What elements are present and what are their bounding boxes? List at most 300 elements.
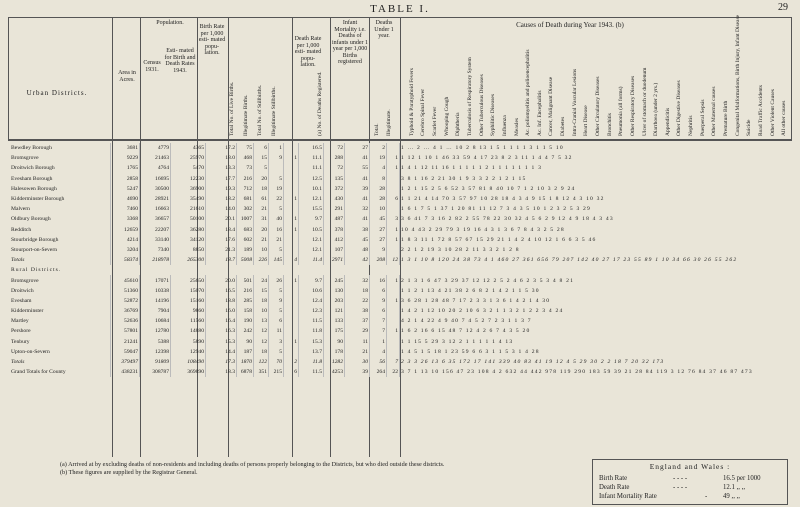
cell-area: 3204 bbox=[111, 245, 140, 255]
cell-br: 18.0 bbox=[206, 153, 237, 163]
cell-dr: 16.5 bbox=[299, 143, 324, 153]
cell-area: 1765 bbox=[111, 163, 140, 173]
cell-isb: 6 bbox=[284, 367, 299, 377]
cell-br: 14.4 bbox=[206, 347, 237, 357]
cell-est: 12940 bbox=[171, 347, 206, 357]
cause-column-heading: Ulcer of stomach or duodenum bbox=[641, 67, 648, 136]
section-heading: Rural Districts. bbox=[11, 267, 62, 274]
cause-column-heading: Heart Disease bbox=[583, 105, 590, 136]
cell-im: 45 bbox=[345, 235, 370, 245]
cause-counts: 1 3 1 10 8 120 24 38 73 4 1 460 27 361 656 79 207 142 40 27 17 23 55 89 1 10 34 66 30 26 55 262 bbox=[400, 255, 783, 265]
death-rate-dashes: - - - - bbox=[673, 484, 688, 491]
cell-d1i bbox=[387, 286, 400, 296]
cell-d1i bbox=[387, 174, 400, 184]
cell-census: 10338 bbox=[140, 286, 171, 296]
cell-d1i bbox=[387, 184, 400, 194]
cell-sb: 5 bbox=[269, 204, 284, 214]
cause-counts: 3 8 1 16 2 21 30 1 9 3 3 2 2 1 2 1 15 bbox=[400, 174, 783, 184]
cause-counts: 3 6 28 1 28 48 7 17 2 3 3 1 3 6 1 4 2 1 4 30 bbox=[400, 296, 783, 306]
birth-rate-dashes: - - - - bbox=[673, 475, 688, 482]
cell-br: 20.0 bbox=[206, 275, 237, 285]
district-name: Droitwich Borough bbox=[11, 165, 55, 172]
cause-column-heading: Other Digestive Diseases bbox=[676, 80, 683, 136]
cell-isb bbox=[284, 296, 299, 306]
cell-ib: 15 bbox=[254, 286, 269, 296]
cell-isb bbox=[284, 286, 299, 296]
cell-lb: 285 bbox=[237, 296, 254, 306]
cell-dreg: 2971 bbox=[324, 255, 345, 265]
cell-sb: 5 bbox=[269, 286, 284, 296]
death-rate-label: Death Rate bbox=[599, 484, 630, 491]
page-number: 29 bbox=[778, 2, 788, 13]
cell-im: 37 bbox=[345, 316, 370, 326]
cause-counts: 1 1 21 4 14 70 3 57 97 10 28 18 4 3 4 9 15 1 8 12 4 3 10 32 bbox=[400, 194, 783, 204]
table-row bbox=[10, 245, 782, 255]
cell-census: 30500 bbox=[140, 184, 171, 194]
cell-lb: 602 bbox=[237, 235, 254, 245]
infant-mortality-value: 49 ,, ,, bbox=[723, 493, 740, 500]
cell-area: 7460 bbox=[111, 204, 140, 214]
cell-sb: 16 bbox=[269, 225, 284, 235]
cell-br: 17.6 bbox=[206, 235, 237, 245]
cell-d1i: 1 bbox=[387, 275, 400, 285]
cell-im: 32 bbox=[345, 275, 370, 285]
cell-sb: 5 bbox=[269, 347, 284, 357]
cell-area: 52636 bbox=[111, 316, 140, 326]
england-wales-heading: England and Wales : bbox=[649, 462, 731, 471]
cell-lb: 683 bbox=[237, 225, 254, 235]
cell-sb: 22 bbox=[269, 194, 284, 204]
cause-column-heading: Other Violent Causes bbox=[769, 89, 776, 136]
cause-counts: 3 7 1 13 10 156 47 23 108 4 2 632 44 442 978 119 290 183 59 39 21 28 84 119 3 12 76 84 37 46 87 473 bbox=[400, 367, 783, 377]
cell-lb: 712 bbox=[237, 184, 254, 194]
cell-im: 38 bbox=[345, 306, 370, 316]
cell-census: 16663 bbox=[140, 204, 171, 214]
cell-im: 21 bbox=[345, 347, 370, 357]
cell-d1: 264 bbox=[370, 367, 387, 377]
cell-est: 265300 bbox=[171, 255, 206, 265]
table-row bbox=[10, 296, 782, 306]
cause-column-heading: Whooping Cough bbox=[443, 96, 450, 136]
cause-column-heading: Ac. poliomyelitis and polioencephalitis bbox=[525, 49, 532, 136]
cell-isb: 1 bbox=[284, 225, 299, 235]
cell-d1: 6 bbox=[370, 306, 387, 316]
cell-ib: 21 bbox=[254, 235, 269, 245]
cause-counts: 1 8 3 11 1 72 8 57 67 15 29 21 1 4 2 4 10 12 1 6 6 3 5 46 bbox=[400, 235, 783, 245]
illegitimate-births-heading: Illegitimate Births. bbox=[243, 94, 249, 136]
table-row bbox=[10, 163, 782, 173]
cell-im: 48 bbox=[345, 245, 370, 255]
cell-d1: 8 bbox=[370, 174, 387, 184]
cell-lb: 90 bbox=[237, 337, 254, 347]
table-row bbox=[10, 347, 782, 357]
cell-dr: 11.5 bbox=[299, 316, 324, 326]
cell-sb: 11 bbox=[269, 326, 284, 336]
cell-dr: 15.3 bbox=[299, 337, 324, 347]
cell-est: 15160 bbox=[171, 296, 206, 306]
cell-ib: 122 bbox=[254, 357, 269, 367]
cause-column-heading: Cancer, Malignant Disease bbox=[548, 76, 555, 136]
cell-br: 20.1 bbox=[206, 214, 237, 224]
cell-sb: 5 bbox=[269, 306, 284, 316]
district-name: Redditch bbox=[11, 226, 32, 233]
cell-census: 91809 bbox=[140, 357, 171, 367]
cell-d1: 7 bbox=[370, 326, 387, 336]
table-row bbox=[10, 316, 782, 326]
district-name: Stourport-on-Severn bbox=[11, 246, 57, 253]
cell-dr: 15.5 bbox=[299, 204, 324, 214]
cell-dr: 11.4 bbox=[299, 255, 324, 265]
district-name: Pershore bbox=[11, 328, 31, 335]
footnotes bbox=[60, 461, 444, 477]
cell-d1: 27 bbox=[370, 225, 387, 235]
cell-ib: 10 bbox=[254, 245, 269, 255]
cell-im: 32 bbox=[345, 204, 370, 214]
cell-isb bbox=[284, 235, 299, 245]
cell-isb bbox=[284, 143, 299, 153]
cause-column-heading: Puerperal Sepsis bbox=[699, 99, 706, 136]
cell-area: 3368 bbox=[111, 214, 140, 224]
cause-counts: 1 … 2 … 4 1 … 10 2 8 13 1 5 1 1 1 1 3 1 1 5 10 bbox=[400, 143, 783, 153]
cell-isb bbox=[284, 306, 299, 316]
cause-counts: 1 6 1 7 5 1 37 1 20 81 11 12 7 3 4 3 5 10 1 2 3 2 5 3 29 bbox=[400, 204, 783, 214]
cell-dreg: 72 bbox=[324, 143, 345, 153]
district-name: Martley bbox=[11, 318, 29, 325]
cause-column-heading: Pneumonia (all forms) bbox=[618, 86, 625, 136]
cell-d1i bbox=[387, 347, 400, 357]
cell-d1i: 3 bbox=[387, 214, 400, 224]
cell-lb: 190 bbox=[237, 316, 254, 326]
cell-dr: 9.7 bbox=[299, 275, 324, 285]
cell-dreg: 121 bbox=[324, 306, 345, 316]
cell-area: 59047 bbox=[111, 347, 140, 357]
cell-dr: 10.5 bbox=[299, 225, 324, 235]
cell-d1: 27 bbox=[370, 235, 387, 245]
cell-im: 41 bbox=[345, 174, 370, 184]
cell-br: 17.7 bbox=[206, 174, 237, 184]
illegitimate-stillbirths-heading: Illegitimate Stillbirths. bbox=[271, 86, 277, 136]
cell-dr: 11.1 bbox=[299, 163, 324, 173]
section-row bbox=[10, 265, 782, 275]
cell-dr: 12.1 bbox=[299, 245, 324, 255]
table-row bbox=[10, 214, 782, 224]
cell-est: 35490 bbox=[171, 194, 206, 204]
total-stillbirths-heading: Total No. of Stillbirths. bbox=[257, 84, 263, 136]
cell-d1: 2 bbox=[370, 143, 387, 153]
cell-d1: 9 bbox=[370, 296, 387, 306]
cell-im: 39 bbox=[345, 184, 370, 194]
cause-column-heading: Appendicitis bbox=[664, 107, 671, 136]
cell-ib: 20 bbox=[254, 225, 269, 235]
cell-dr: 12.5 bbox=[299, 174, 324, 184]
cell-br: 16.4 bbox=[206, 316, 237, 326]
cell-est: 8850 bbox=[171, 245, 206, 255]
cell-im: 11 bbox=[345, 337, 370, 347]
cell-census: 28921 bbox=[140, 194, 171, 204]
cell-est: 15070 bbox=[171, 286, 206, 296]
cell-im: 38 bbox=[345, 225, 370, 235]
infant-mortality-label: Infant Mortality Rate bbox=[599, 493, 657, 500]
cell-area: 21241 bbox=[111, 337, 140, 347]
district-name: Totals bbox=[11, 257, 25, 264]
cell-dreg: 412 bbox=[324, 235, 345, 245]
footnote-a: (a) Arrived at by excluding deaths of non-residents and including deaths of persons properly belonging to the Districts, but who died outside these districts. bbox=[60, 461, 445, 468]
cell-sb: 3 bbox=[269, 337, 284, 347]
cell-d1: 1 bbox=[370, 337, 387, 347]
cause-column-heading: Diarrhoea (under 2 yrs.) bbox=[653, 82, 660, 136]
cell-d1: 7 bbox=[370, 316, 387, 326]
cell-dr: 10.6 bbox=[299, 286, 324, 296]
cell-census: 4779 bbox=[140, 143, 171, 153]
cell-br: 14.0 bbox=[206, 204, 237, 214]
cell-d1i bbox=[387, 204, 400, 214]
cell-census: 12780 bbox=[140, 326, 171, 336]
causes-heading: Causes of Death during Year 1943. (b) bbox=[516, 21, 624, 29]
total-live-births-heading: Total No. of Live Births. bbox=[229, 81, 235, 136]
cell-isb: 4 bbox=[284, 255, 299, 265]
cell-area: 58374 bbox=[111, 255, 140, 265]
cell-isb bbox=[284, 174, 299, 184]
cell-dr: 11.8 bbox=[299, 326, 324, 336]
cell-dr: 12.4 bbox=[299, 296, 324, 306]
cause-column-heading: Suicide bbox=[746, 119, 753, 136]
cell-ib: 20 bbox=[254, 174, 269, 184]
cell-dreg: 203 bbox=[324, 296, 345, 306]
district-name: Stourbridge Borough bbox=[11, 236, 59, 243]
cell-est: 50100 bbox=[171, 214, 206, 224]
cause-column-heading: Nephritis bbox=[688, 115, 695, 136]
cell-lb: 73 bbox=[237, 163, 254, 173]
cell-d1i: 1 bbox=[387, 296, 400, 306]
cause-counts: 10 4 43 2 29 79 3 19 16 4 3 1 3 6 7 8 4 3 2 5 28 bbox=[400, 225, 783, 235]
cell-isb bbox=[284, 347, 299, 357]
district-name: Evesham bbox=[11, 297, 32, 304]
cause-column-heading: Intra-Cranial Vascular Lesions bbox=[571, 68, 578, 136]
cell-est: 14880 bbox=[171, 326, 206, 336]
cell-im: 42 bbox=[345, 255, 370, 265]
district-name: Tenbury bbox=[11, 338, 30, 345]
cell-dreg: 107 bbox=[324, 245, 345, 255]
cause-column-heading: Other Maternal causes bbox=[711, 86, 718, 136]
cause-counts: 2 1 3 1 6 47 3 29 37 12 12 2 5 2 4 6 2 3 5 3 4 8 21 bbox=[400, 275, 783, 285]
cause-column-heading: Scarlet Fever bbox=[432, 106, 439, 136]
cell-dr: 9.7 bbox=[299, 214, 324, 224]
cell-dreg: 1282 bbox=[324, 357, 345, 367]
cell-isb bbox=[284, 184, 299, 194]
cell-br: 18.4 bbox=[206, 225, 237, 235]
table-row bbox=[10, 153, 782, 163]
cell-isb bbox=[284, 245, 299, 255]
table-row bbox=[10, 225, 782, 235]
cell-d1i bbox=[387, 245, 400, 255]
cell-d1i bbox=[387, 316, 400, 326]
cell-area: 51360 bbox=[111, 286, 140, 296]
footnote-b: (b) These figures are supplied by the Registrar General. bbox=[60, 469, 198, 476]
cell-ib: 24 bbox=[254, 275, 269, 285]
cell-d1: 45 bbox=[370, 214, 387, 224]
cell-sb: 26 bbox=[269, 275, 284, 285]
cell-dreg: 245 bbox=[324, 275, 345, 285]
cell-area: 12659 bbox=[111, 225, 140, 235]
district-name: Kidderminster Borough bbox=[11, 196, 65, 203]
cell-census: 308787 bbox=[140, 367, 171, 377]
cell-dreg: 4253 bbox=[324, 367, 345, 377]
table-row bbox=[10, 337, 782, 347]
table-row bbox=[10, 275, 782, 285]
cell-d1i: 6 bbox=[387, 194, 400, 204]
cell-br: 16.3 bbox=[206, 326, 237, 336]
cell-d1i bbox=[387, 306, 400, 316]
table-row bbox=[10, 306, 782, 316]
cause-column-heading: Other Circulatory Diseases bbox=[595, 76, 601, 136]
table-row bbox=[10, 194, 782, 204]
cell-ib: 61 bbox=[254, 194, 269, 204]
cell-census: 10684 bbox=[140, 316, 171, 326]
cell-est: 369890 bbox=[171, 367, 206, 377]
cell-census: 17071 bbox=[140, 275, 171, 285]
cell-d1i bbox=[387, 143, 400, 153]
cause-counts: 1 6 2 16 6 15 48 7 12 4 2 6 7 4 3 5 20 bbox=[400, 326, 783, 336]
cell-d1i: 1 bbox=[387, 153, 400, 163]
cell-census: 14196 bbox=[140, 296, 171, 306]
cell-area: 57801 bbox=[111, 326, 140, 336]
cell-lb: 216 bbox=[237, 286, 254, 296]
cell-sb: 145 bbox=[269, 255, 284, 265]
cell-est: 5470 bbox=[171, 163, 206, 173]
cell-census: 22207 bbox=[140, 225, 171, 235]
cell-est: 21610 bbox=[171, 204, 206, 214]
deaths-registered-heading: (a) No. of Deaths Registered. bbox=[317, 71, 323, 136]
cell-br: 18.3 bbox=[206, 367, 237, 377]
cause-counts: 4 2 1 4 22 4 9 40 7 4 5 2 7 2 3 1 1 3 7 bbox=[400, 316, 783, 326]
cell-im: 29 bbox=[345, 326, 370, 336]
cell-isb bbox=[284, 163, 299, 173]
cell-d1: 9 bbox=[370, 245, 387, 255]
cause-column-heading: Measles bbox=[513, 117, 520, 136]
cell-d1i: 7 bbox=[387, 357, 400, 367]
cell-dr: 11.1 bbox=[299, 153, 324, 163]
cell-d1i: 1 bbox=[387, 235, 400, 245]
cell-ib: 13 bbox=[254, 316, 269, 326]
table-row bbox=[10, 367, 782, 377]
cell-br: 19.3 bbox=[206, 184, 237, 194]
cell-lb: 242 bbox=[237, 326, 254, 336]
table-row bbox=[10, 174, 782, 184]
cell-census: 36657 bbox=[140, 214, 171, 224]
cause-counts: 1 4 1 12 11 16 1 1 1 1 1 2 1 1 1 1 1 1 1 3 bbox=[400, 163, 783, 173]
cell-ib: 12 bbox=[254, 326, 269, 336]
cause-counts: 3 6 41 7 3 16 2 82 2 55 78 22 30 32 4 5 6 2 9 12 4 9 18 4 3 43 bbox=[400, 214, 783, 224]
cell-dr: 12.1 bbox=[299, 194, 324, 204]
cell-isb: 2 bbox=[284, 357, 299, 367]
birth-rate-label: Birth Rate bbox=[599, 475, 628, 482]
cell-d1: 6 bbox=[370, 286, 387, 296]
cell-dr: 11.8 bbox=[299, 357, 324, 367]
cell-sb: 215 bbox=[269, 367, 284, 377]
cause-column-heading: Other Tuberculous Diseases bbox=[478, 74, 485, 136]
cell-ib: 351 bbox=[254, 367, 269, 377]
table-row bbox=[10, 184, 782, 194]
cell-lb: 75 bbox=[237, 143, 254, 153]
cell-sb: 40 bbox=[269, 214, 284, 224]
cell-d1: 208 bbox=[370, 255, 387, 265]
cell-est: 11560 bbox=[171, 316, 206, 326]
cell-sb: 1 bbox=[269, 143, 284, 153]
cell-census: 12398 bbox=[140, 347, 171, 357]
cell-est: 34120 bbox=[171, 235, 206, 245]
cause-counts: 1 4 2 1 12 10 20 2 10 6 3 2 1 1 3 2 1 2 2 3 4 24 bbox=[400, 306, 783, 316]
cell-dreg: 378 bbox=[324, 225, 345, 235]
cell-dreg: 175 bbox=[324, 326, 345, 336]
cell-dr: 11.5 bbox=[299, 367, 324, 377]
cell-dreg: 430 bbox=[324, 194, 345, 204]
death-rate-value: 12.1 ,, ,, bbox=[723, 484, 746, 491]
cell-d1i: 12 bbox=[387, 255, 400, 265]
cell-d1: 19 bbox=[370, 153, 387, 163]
district-name: Evesham Borough bbox=[11, 175, 53, 182]
cell-br: 18.2 bbox=[206, 194, 237, 204]
birth-rate-heading: Birth Rate per 1,000 esti- mated popu- lation. bbox=[198, 24, 226, 56]
cell-isb: 1 bbox=[284, 337, 299, 347]
statistics-table bbox=[10, 143, 782, 377]
cause-column-heading: Influenza bbox=[501, 115, 508, 136]
table-row bbox=[10, 143, 782, 153]
cell-area: 4690 bbox=[111, 194, 140, 204]
cell-lb: 1870 bbox=[237, 357, 254, 367]
cell-isb bbox=[284, 316, 299, 326]
cell-est: 25970 bbox=[171, 153, 206, 163]
cell-lb: 187 bbox=[237, 347, 254, 357]
cell-dreg: 135 bbox=[324, 174, 345, 184]
cell-dreg: 372 bbox=[324, 184, 345, 194]
cell-isb: 1 bbox=[284, 214, 299, 224]
cell-isb bbox=[284, 204, 299, 214]
cell-ib: 31 bbox=[254, 214, 269, 224]
cell-sb: 21 bbox=[269, 235, 284, 245]
cause-column-heading: Ac. Inf. Encephalitis bbox=[536, 90, 543, 136]
cell-est: 4365 bbox=[171, 143, 206, 153]
cell-im: 55 bbox=[345, 163, 370, 173]
cell-d1i: 1 bbox=[387, 225, 400, 235]
cell-sb: 9 bbox=[269, 153, 284, 163]
cell-im: 22 bbox=[345, 296, 370, 306]
cause-counts: 2 3 3 26 13 6 35 172 17 141 339 40 83 41 19 12 4 5 29 30 2 2 18 7 20 32 173 bbox=[400, 357, 783, 367]
cell-dreg: 487 bbox=[324, 214, 345, 224]
cell-dreg: 291 bbox=[324, 204, 345, 214]
district-name: Grand Totals for County bbox=[11, 369, 66, 376]
cell-ib: 226 bbox=[254, 255, 269, 265]
cell-d1: 10 bbox=[370, 204, 387, 214]
cell-dreg: 288 bbox=[324, 153, 345, 163]
cell-d1: 4 bbox=[370, 163, 387, 173]
cell-lb: 1007 bbox=[237, 214, 254, 224]
cell-area: 4214 bbox=[111, 235, 140, 245]
cell-dreg: 133 bbox=[324, 316, 345, 326]
cell-lb: 5008 bbox=[237, 255, 254, 265]
table-row bbox=[10, 357, 782, 367]
district-name: Bromsgrove bbox=[11, 277, 39, 284]
cell-br: 18.7 bbox=[206, 255, 237, 265]
cell-d1i: 1 bbox=[387, 326, 400, 336]
cell-br: 21.3 bbox=[206, 245, 237, 255]
cause-column-heading: Bronchitis bbox=[606, 113, 613, 136]
cause-column-heading: Congenital Malformations, Birth Injury, Infant Disease bbox=[734, 14, 741, 136]
cell-lb: 501 bbox=[237, 275, 254, 285]
cell-sb bbox=[269, 163, 284, 173]
cell-ib: 5 bbox=[254, 163, 269, 173]
cell-ib: 12 bbox=[254, 337, 269, 347]
cell-br: 13.3 bbox=[206, 163, 237, 173]
